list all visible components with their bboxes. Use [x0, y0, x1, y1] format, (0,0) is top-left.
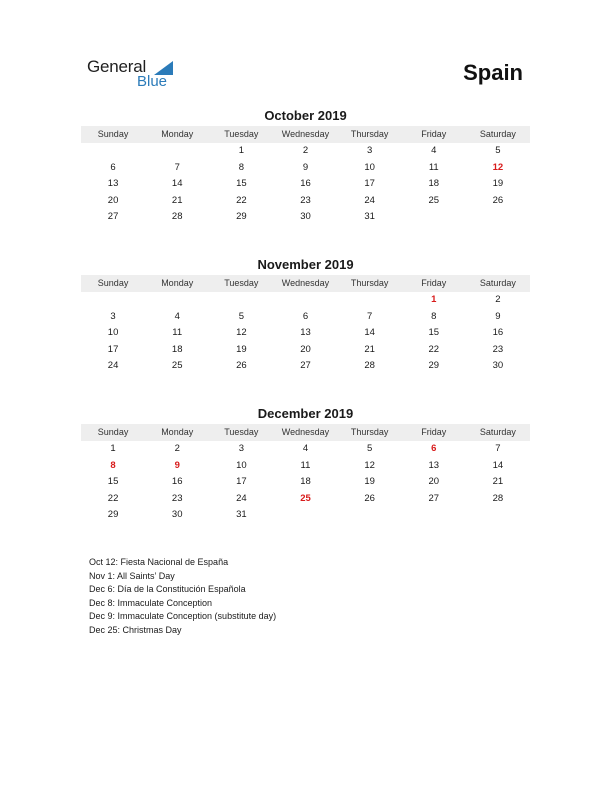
month-title: October 2019: [264, 108, 347, 123]
day-cell: 19: [364, 476, 375, 488]
day-cell: 10: [236, 459, 247, 471]
day-cell: 12: [364, 459, 375, 471]
month-calendar: [81, 256, 530, 375]
day-cell: 3: [110, 310, 116, 322]
week-row: [81, 309, 530, 326]
weekday-label: Monday: [161, 278, 194, 288]
weekday-label: Thursday: [350, 427, 389, 437]
day-cell: 29: [236, 211, 247, 223]
month-calendar: [81, 405, 530, 524]
day-cell: 22: [236, 194, 247, 206]
weekday-label: Thursday: [350, 129, 389, 139]
day-cell: 23: [171, 492, 183, 504]
day-cell: 4: [302, 443, 309, 454]
weekday-label: Friday: [421, 278, 447, 288]
day-cell: 26: [364, 492, 375, 504]
day-cell: 24: [236, 492, 247, 504]
day-cell: 18: [428, 178, 440, 190]
day-cell: 9: [302, 161, 309, 173]
holiday-day-cell: 12: [492, 161, 504, 173]
weekday-label: Monday: [161, 129, 194, 139]
empty-day-cell: [338, 292, 402, 309]
day-cell: 4: [174, 310, 180, 322]
week-row: [81, 176, 530, 193]
weekday-header-row: [81, 275, 530, 292]
week-row: [81, 458, 530, 475]
week-row: [81, 474, 530, 491]
holiday-note: Oct 12: Fiesta Nacional de España: [89, 557, 229, 567]
day-cell: 31: [364, 211, 375, 223]
day-cell: 12: [236, 327, 247, 339]
week-row: [81, 325, 530, 342]
weekday-label: Sunday: [97, 278, 129, 288]
empty-day-cell: [338, 507, 402, 524]
day-cell: 21: [364, 343, 375, 355]
day-cell: 2: [495, 294, 501, 305]
empty-day-cell: [145, 143, 209, 160]
holiday-note: Dec 25: Christmas Day: [89, 624, 182, 635]
day-cell: 2: [174, 443, 180, 454]
day-cell: 28: [364, 360, 375, 372]
empty-day-cell: [466, 209, 530, 226]
day-cell: 16: [492, 327, 504, 339]
day-cell: 3: [238, 443, 244, 454]
day-cell: 30: [171, 509, 183, 521]
weekday-label: Saturday: [479, 129, 516, 139]
day-cell: 29: [107, 509, 119, 521]
week-row: [81, 441, 530, 458]
month-title: December 2019: [257, 406, 354, 421]
day-cell: 13: [107, 178, 119, 190]
day-cell: 14: [171, 178, 183, 190]
day-cell: 18: [171, 343, 183, 355]
day-cell: 26: [492, 194, 504, 206]
week-row: [81, 507, 530, 524]
weekday-header-row: [81, 126, 530, 143]
day-cell: 28: [171, 211, 183, 223]
empty-day-cell: [402, 507, 466, 524]
day-cell: 8: [238, 161, 244, 173]
day-cell: 30: [492, 360, 504, 372]
holiday-note: Dec 9: Immaculate Conception (substitute day): [89, 611, 277, 622]
day-cell: 5: [495, 145, 501, 156]
month-calendar: [81, 107, 530, 226]
brand-blue-text: Blue: [137, 73, 168, 90]
day-cell: 24: [107, 360, 119, 372]
day-cell: 24: [364, 194, 375, 206]
day-cell: 27: [107, 211, 119, 223]
day-cell: 28: [492, 492, 504, 504]
week-row: [81, 160, 530, 177]
holiday-note: Nov 1: All Saints’ Day: [89, 570, 175, 581]
day-cell: 10: [364, 161, 375, 173]
day-cell: 7: [366, 310, 373, 322]
weekday-label: Wednesday: [281, 278, 330, 288]
day-cell: 15: [236, 178, 247, 190]
day-cell: 31: [236, 509, 247, 521]
weekday-label: Wednesday: [281, 129, 330, 139]
empty-day-cell: [209, 292, 273, 309]
brand-logo: [87, 57, 187, 93]
holiday-note: Dec 8: Immaculate Conception: [89, 597, 213, 608]
day-cell: 21: [492, 476, 504, 488]
day-cell: 20: [107, 194, 119, 206]
holiday-notes: [89, 556, 276, 638]
day-cell: 1: [110, 443, 116, 454]
month-title: November 2019: [257, 257, 354, 272]
week-row: [81, 342, 530, 359]
empty-day-cell: [273, 507, 337, 524]
day-cell: 10: [107, 327, 119, 339]
day-cell: 11: [428, 161, 439, 173]
empty-day-cell: [273, 292, 337, 309]
weekday-label: Monday: [161, 427, 194, 437]
brand-general-text: General: [87, 57, 147, 76]
day-cell: 14: [364, 327, 375, 339]
holiday-day-cell: 9: [174, 459, 180, 471]
day-cell: 6: [302, 310, 309, 322]
country-title: Spain: [463, 60, 523, 85]
holiday-day-cell: 8: [110, 459, 116, 471]
day-cell: 27: [300, 360, 311, 372]
day-cell: 20: [300, 343, 311, 355]
day-cell: 4: [431, 145, 437, 156]
week-row: [81, 292, 530, 309]
day-cell: 1: [238, 145, 244, 156]
day-cell: 2: [302, 145, 309, 156]
weekday-label: Tuesday: [224, 129, 259, 139]
day-cell: 13: [428, 459, 440, 471]
day-cell: 27: [428, 492, 440, 504]
day-cell: 16: [300, 178, 311, 190]
day-cell: 25: [428, 194, 440, 206]
week-row: [81, 193, 530, 210]
day-cell: 13: [300, 327, 311, 339]
day-cell: 7: [495, 443, 501, 454]
day-cell: 19: [492, 178, 504, 190]
weekday-label: Sunday: [97, 427, 129, 437]
holiday-day-cell: 1: [431, 294, 437, 305]
day-cell: 23: [300, 194, 311, 206]
day-cell: 15: [428, 327, 440, 339]
day-cell: 14: [492, 459, 504, 471]
day-cell: 6: [110, 161, 116, 173]
empty-day-cell: [145, 292, 209, 309]
day-cell: 17: [107, 343, 119, 355]
week-row: [81, 491, 530, 508]
day-cell: 3: [366, 145, 373, 156]
day-cell: 23: [492, 343, 504, 355]
holiday-day-cell: 25: [300, 492, 311, 504]
day-cell: 22: [107, 492, 119, 504]
day-cell: 18: [300, 476, 311, 488]
weekday-label: Friday: [421, 129, 447, 139]
week-row: [81, 143, 530, 160]
day-cell: 8: [431, 310, 437, 322]
day-cell: 11: [172, 327, 183, 339]
day-cell: 30: [300, 211, 311, 223]
week-row: [81, 358, 530, 375]
weekday-label: Thursday: [350, 278, 389, 288]
day-cell: 17: [236, 476, 247, 488]
weekday-label: Wednesday: [281, 427, 330, 437]
day-cell: 21: [171, 194, 183, 206]
weekday-label: Sunday: [97, 129, 129, 139]
weekday-label: Tuesday: [224, 427, 259, 437]
empty-day-cell: [466, 507, 530, 524]
day-cell: 7: [174, 161, 180, 173]
holiday-day-cell: 6: [431, 443, 437, 454]
day-cell: 5: [238, 310, 244, 322]
day-cell: 17: [364, 178, 375, 190]
day-cell: 25: [171, 360, 183, 372]
week-row: [81, 209, 530, 226]
empty-day-cell: [402, 209, 466, 226]
day-cell: 19: [236, 343, 247, 355]
day-cell: 9: [495, 310, 501, 322]
day-cell: 11: [300, 459, 311, 471]
weekday-label: Saturday: [479, 427, 516, 437]
day-cell: 20: [428, 476, 440, 488]
holiday-note: Dec 6: Día de la Constitución Española: [89, 584, 246, 595]
weekday-header-row: [81, 424, 530, 441]
day-cell: 29: [428, 360, 440, 372]
weekday-label: Saturday: [479, 278, 516, 288]
day-cell: 15: [107, 476, 119, 488]
day-cell: 16: [171, 476, 183, 488]
empty-day-cell: [81, 292, 145, 309]
weekday-label: Friday: [421, 427, 447, 437]
day-cell: 26: [236, 360, 247, 372]
empty-day-cell: [81, 143, 145, 160]
day-cell: 22: [428, 343, 440, 355]
day-cell: 5: [366, 443, 373, 454]
weekday-label: Tuesday: [224, 278, 259, 288]
